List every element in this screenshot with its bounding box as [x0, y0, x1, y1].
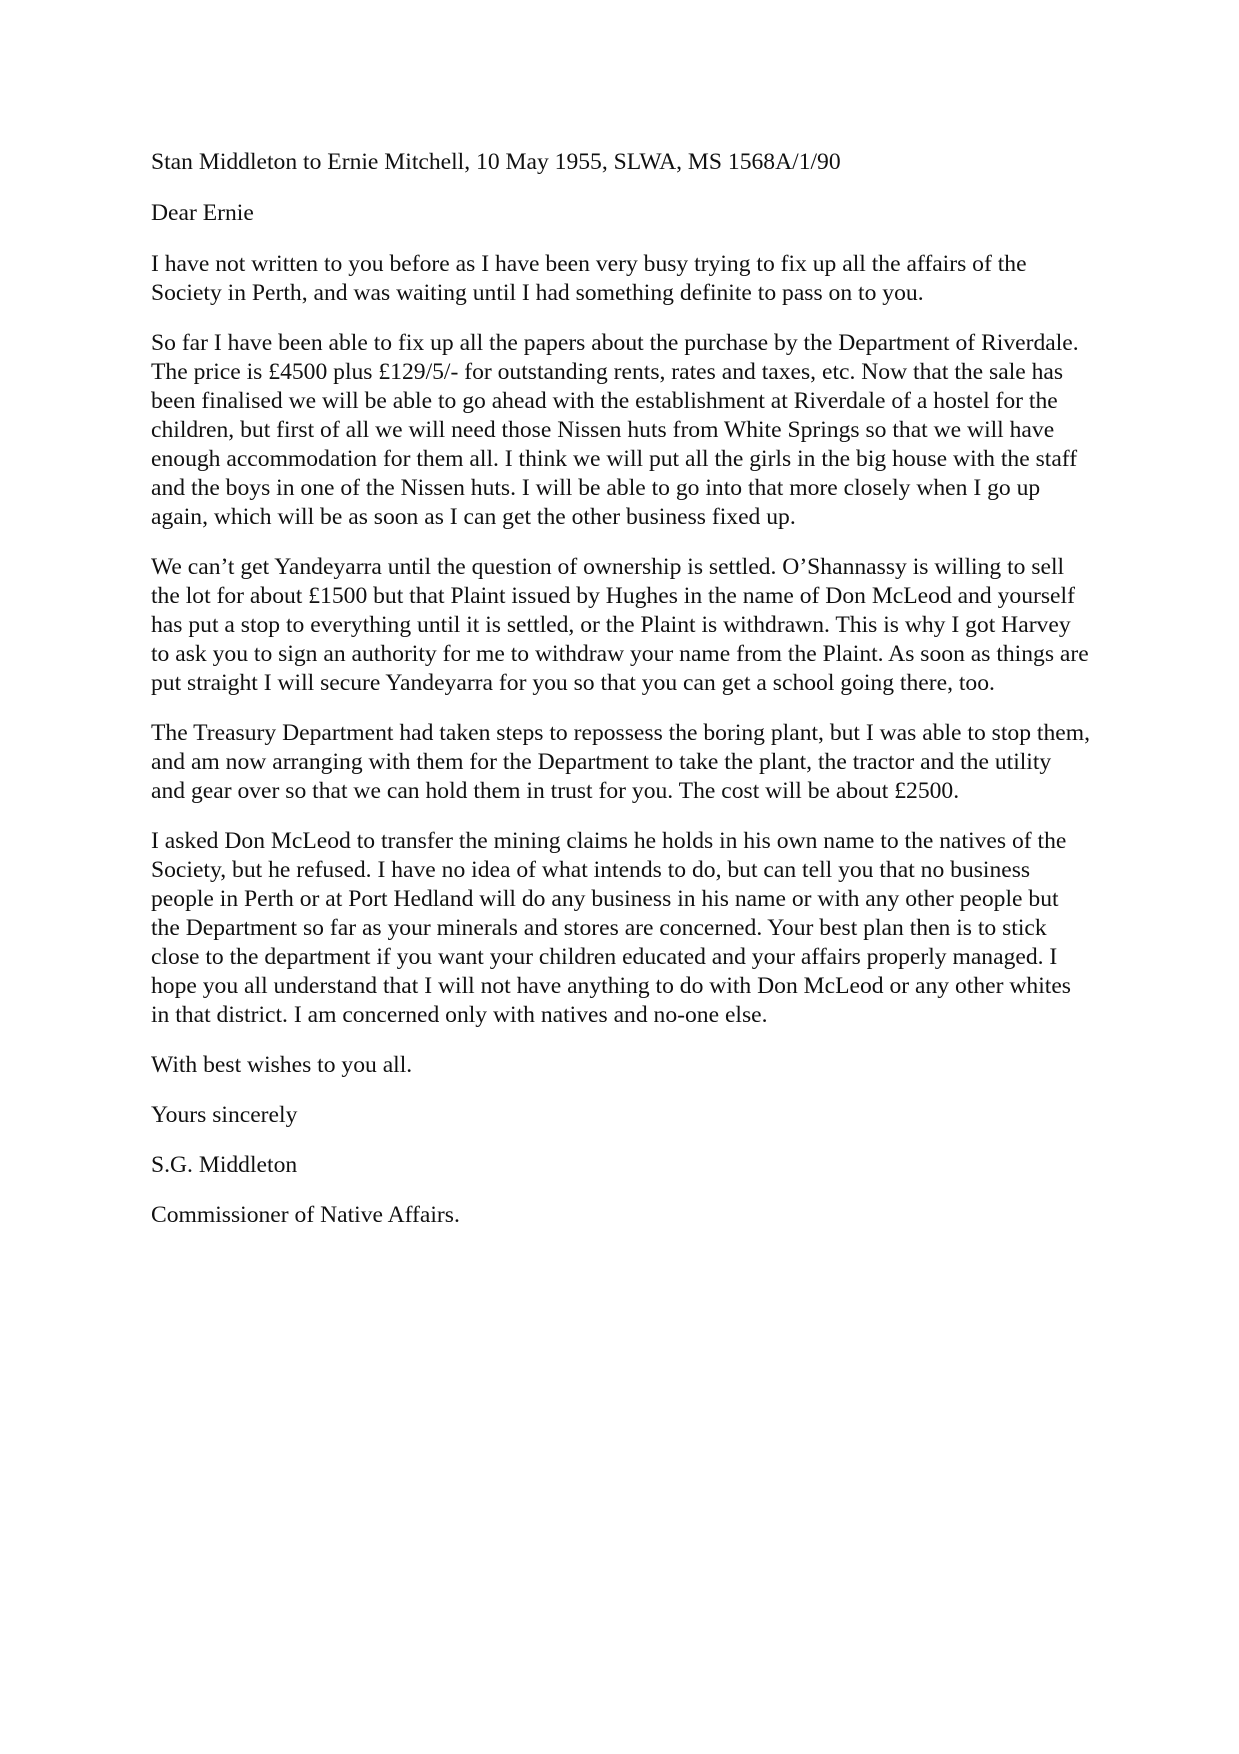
letter-paragraph-1: I have not written to you before as I have been very busy trying to fix up all the affairs of the Society in Perth, and was waiting until I had something definite to pass on to you. [151, 251, 1027, 306]
letter-paragraph-5: I asked Don McLeod to transfer the mining claims he holds in his own name to the natives of the Society, but he refused. I have no idea of what intends to do, but can tell you that no business people in Perth or at Port Hedland will do any business in his name or with any other people but the Department so far as your minerals and stores are concerned. Your best plan then is to stick close to the department if you want your children educated and your affairs properly managed. I hope you all understand that I will not have anything to do with Don McLeod or any other whites in that district. I am concerned only with natives and no-one else. [151, 828, 1071, 1028]
letter-paragraph-4: The Treasury Department had taken steps to repossess the boring plant, but I was able to stop them, and am now arranging with them for the Department to take the plant, the tractor and the utility and gear over so that we can hold them in trust for you. The cost will be about £2500. [151, 720, 1090, 804]
letter-closing-wishes: With best wishes to you all. [151, 1052, 413, 1078]
letter-heading: Stan Middleton to Ernie Mitchell, 10 May 1955, SLWA, MS 1568A/1/90 [151, 149, 841, 175]
letter-paragraph-2: So far I have been able to fix up all the papers about the purchase by the Department of Riverdale. The price is £4500 plus £129/5/- for outstanding rents, rates and taxes, etc. Now that the sale has been finalised we will be able to go ahead with the establishment at Riverdale of a hostel for the children, but first of all we will need those Nissen huts from White Springs so that we will have enough accommodation for them all. I think we will put all the girls in the big house with the staff and the boys in one of the Nissen huts. I will be able to go into that more closely when I go up again, which will be as soon as I can get the other business fixed up. [151, 330, 1079, 530]
letter-body [151, 148, 1091, 1251]
letter-greeting: Dear Ernie [151, 200, 254, 226]
letter-signature-name: S.G. Middleton [151, 1152, 298, 1178]
letter-sign-off: Yours sincerely [151, 1102, 298, 1128]
letter-paragraph-3: We can’t get Yandeyarra until the question of ownership is settled. O’Shannassy is willing to sell the lot for about £1500 but that Plaint issued by Hughes in the name of Don McLeod and yourself has put a stop to everything until it is settled, or the Plaint is withdrawn. This is why I got Harvey to ask you to sign an authority for me to withdraw your name from the Plaint. As soon as things are put straight I will secure Yandeyarra for you so that you can get a school going there, too. [151, 554, 1089, 696]
letter-signature-title: Commissioner of Native Affairs. [151, 1202, 460, 1228]
